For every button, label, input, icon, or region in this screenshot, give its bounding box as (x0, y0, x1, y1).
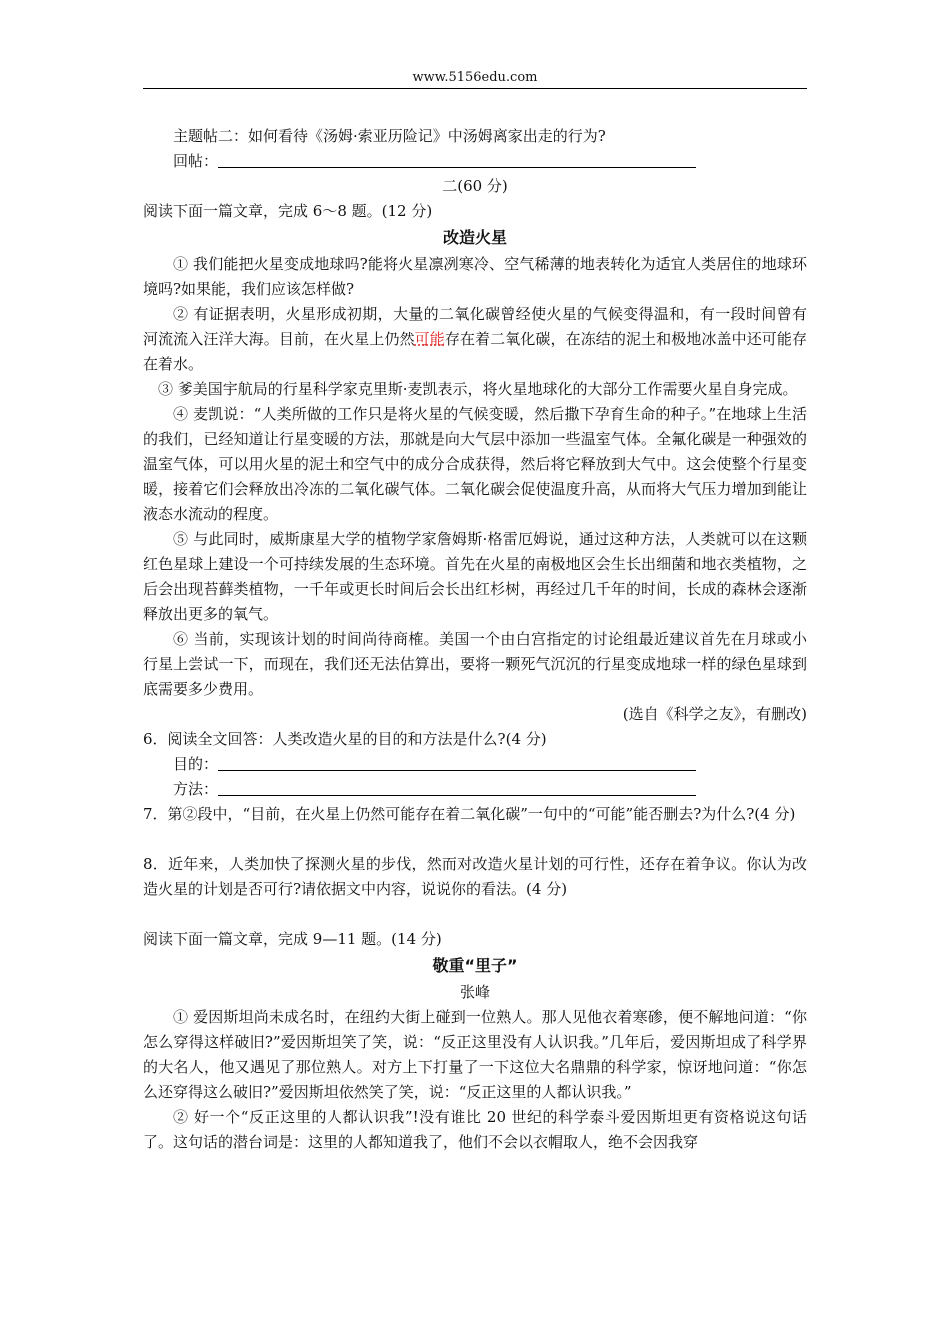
document-body (143, 124, 807, 1155)
q6-method-label: 方法： (173, 780, 219, 798)
answer-space[interactable] (143, 902, 807, 927)
reading2-title: 敬重“里子” (432, 956, 518, 975)
reading1-paragraph-4: ④ 麦凯说：“人类所做的工作只是将火星的气候变暖，然后撒下孕育生命的种子。”在地球上生活的我们，已经知道让行星变暖的方法，那就是向大气层中添加一些温室气体。全氟化碳是一种强效的温室气体，可以用火星的泥土和空气中的成分合成获得，然后将它释放到大气中。这会使整个行星变暖，接着它们会释放出冷冻的二氧化碳气体。二氧化碳会促使温度升高，从而将大气压力增加到能让液态水流动的程度。 (143, 405, 807, 523)
reading2-paragraph-1: ① 爱因斯坦尚未成名时，在纽约大街上碰到一位熟人。那人见他衣着寒碜，便不解地问道：“你怎么穿得这样破旧?”爱因斯坦笑了笑，说：“反正这里没有人认识我。”几年后，爱因斯坦成了科学界的大名人，他又遇见了那位熟人。对方上下打量了一下这位大名鼎鼎的科学家，惊讶地问道：“你怎么还穿得这么破旧?”爱因斯坦依然笑了笑，说：“反正这里的人都认识我。” (143, 1008, 807, 1101)
question-6: 6．阅读全文回答：人类改造火星的目的和方法是什么?(4 分) (143, 730, 547, 748)
q6-method-row (143, 777, 807, 802)
answer-space[interactable] (143, 827, 807, 852)
topic2-reply (143, 149, 807, 174)
q6-purpose-answer-line[interactable] (218, 754, 696, 771)
page-header (143, 70, 807, 89)
question-8: 8．近年来，人类加快了探测火星的步伐，然而对改造火星计划的可行性，还存在着争议。你认为改造火星的计划是否可行?请依据文中内容，说说你的看法。(4 分) (143, 855, 807, 898)
reading2-paragraph-2: ② 好一个“反正这里的人都认识我”!没有谁比 20 世纪的科学泰斗爱因斯坦更有资格说这句话了。这句话的潜台词是：这里的人都知道我了，他们不会以衣帽取人，绝不会因我穿 (143, 1108, 807, 1151)
reading1-paragraph-5: ⑤ 与此同时，威斯康星大学的植物学家詹姆斯·格雷厄姆说，通过这种方法，人类就可以在这颗红色星球上建设一个可持续发展的生态环境。首先在火星的南极地区会生长出细菌和地衣类植物，之后会出现苔藓类植物，一千年或更长时间后会长出红杉树，再经过几千年的时间，长成的森林会逐渐释放出更多的氧气。 (143, 530, 807, 623)
section2-label: 二(60 分) (442, 177, 508, 195)
site-url: www.5156edu.com (412, 70, 538, 85)
question-7: 7．第②段中，“目前，在火星上仍然可能存在着二氧化碳”一句中的“可能”能否删去?为什么?(4 分) (143, 805, 796, 823)
reading1-instruction: 阅读下面一篇文章，完成 6～8 题。(12 分) (143, 202, 433, 220)
reading2-instruction: 阅读下面一篇文章，完成 9—11 题。(14 分) (143, 930, 442, 948)
reading1-source: (选自《科学之友》，有删改) (622, 705, 807, 723)
reading1-paragraph-2: ② 有证据表明，火星形成初期，大量的二氧化碳曾经使火星的气候变得温和，有一段时间曾有河流流入汪洋大海。目前，在火星上仍然可能存在着二氧化碳，在冻结的泥土和极地冰盖中还可能存在着水。 (143, 305, 807, 373)
marked-word: 可能 (414, 330, 445, 348)
reading2-author: 张峰 (459, 983, 490, 1001)
reading1-paragraph-6: ⑥ 当前，实现该计划的时间尚待商榷。美国一个由白宫指定的讨论组最近建议首先在月球或小行星上尝试一下，而现在，我们还无法估算出，要将一颗死气沉沉的行星变成地球一样的绿色星球到底需要多少费用。 (143, 630, 807, 698)
reply-label: 回帖： (173, 152, 219, 170)
topic2-question: 主题帖二：如何看待《汤姆·索亚历险记》中汤姆离家出走的行为? (173, 127, 606, 145)
reading1-title: 改造火星 (442, 228, 507, 247)
reading1-paragraph-3: ③ 爹美国宇航局的行星科学家克里斯·麦凯表示，将火星地球化的大部分工作需要火星自身完成。 (158, 380, 798, 398)
q6-purpose-row (143, 752, 807, 777)
reply-answer-line[interactable] (218, 151, 696, 168)
q6-method-answer-line[interactable] (218, 779, 696, 796)
reading1-paragraph-1: ① 我们能把火星变成地球吗?能将火星凛冽寒冷、空气稀薄的地表转化为适宜人类居住的地球环境吗?如果能，我们应该怎样做? (143, 255, 807, 298)
q6-purpose-label: 目的： (173, 755, 219, 773)
